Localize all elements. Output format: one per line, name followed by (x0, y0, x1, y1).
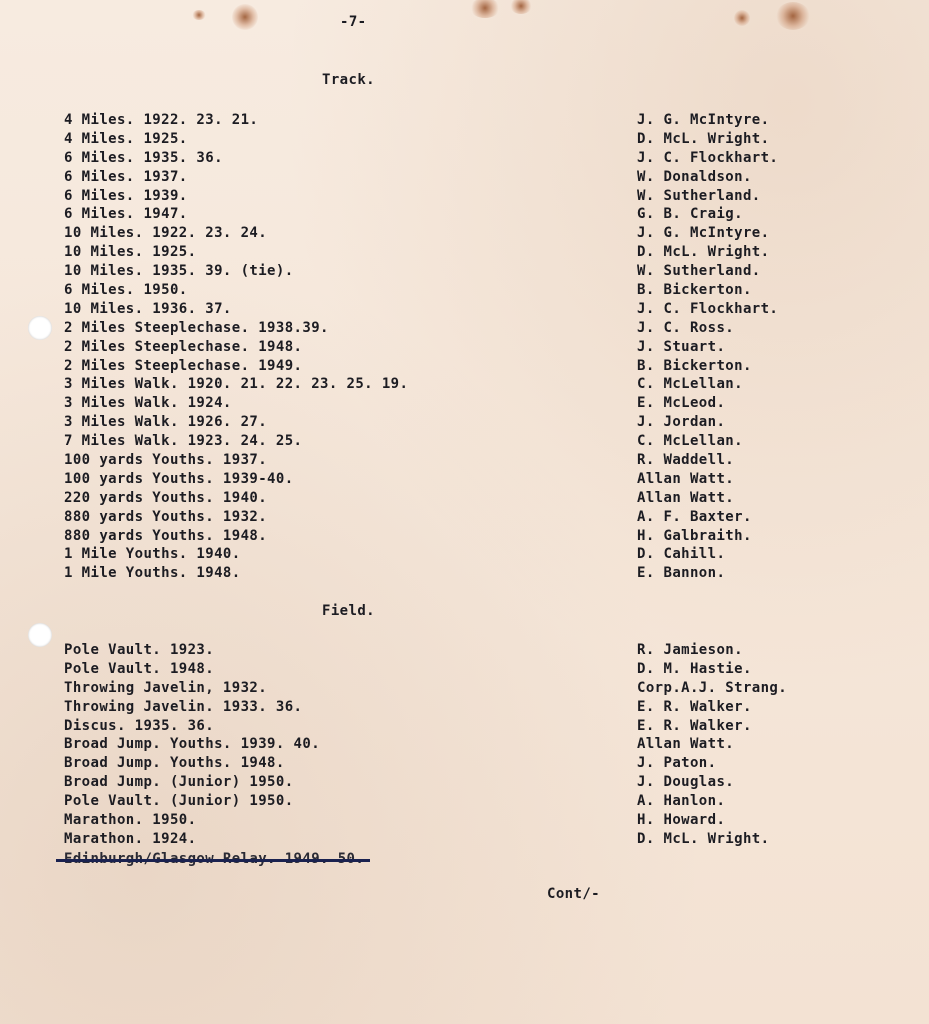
track-event: 6 Miles. 1939. (64, 187, 188, 204)
track-heading: Track. (322, 72, 375, 88)
athlete-name: H. Howard. (637, 812, 726, 829)
athlete-name: D. McL. Wright. (637, 130, 770, 147)
field-event: Marathon. 1950. (64, 812, 197, 829)
athlete-name: G. B. Craig. (637, 206, 743, 223)
athlete-name: E. R. Walker. (637, 717, 752, 734)
athlete-name: J. C. Flockhart. (637, 300, 779, 317)
rust-stain (734, 10, 750, 26)
athlete-name: B. Bickerton. (637, 282, 752, 299)
rust-stain (510, 0, 532, 14)
rust-stain (470, 0, 500, 18)
track-event: 3 Miles Walk. 1926. 27. (64, 414, 268, 431)
field-heading: Field. (322, 603, 375, 619)
field-event: Pole Vault. 1948. (64, 660, 215, 677)
athlete-name: C. McLellan. (637, 433, 743, 450)
track-event: 10 Miles. 1922. 23. 24. (64, 225, 268, 242)
track-event: 2 Miles Steeplechase. 1938.39. (64, 319, 329, 336)
track-event: 4 Miles. 1922. 23. 21. (64, 112, 259, 128)
track-event: 6 Miles. 1947. (64, 206, 188, 223)
field-event: Pole Vault. 1923. (64, 642, 215, 658)
athlete-name: A. F. Baxter. (637, 508, 752, 525)
athlete-name: E. Bannon. (637, 565, 726, 582)
athlete-name: R. Jamieson. (637, 642, 743, 658)
track-event: 880 yards Youths. 1948. (64, 527, 268, 544)
track-event: 1 Mile Youths. 1948. (64, 565, 241, 582)
punch-hole (28, 623, 52, 647)
athlete-name: W. Sutherland. (637, 263, 761, 280)
field-events-column (64, 641, 364, 868)
athlete-name: J. C. Ross. (637, 319, 735, 336)
field-event: Marathon. 1924. (64, 830, 197, 847)
athlete-name: J. Stuart. (637, 338, 726, 355)
athlete-name: D. McL. Wright. (637, 244, 770, 261)
track-event: 10 Miles. 1935. 39. (tie). (64, 263, 294, 280)
punch-hole (28, 316, 52, 340)
field-event: Throwing Javelin, 1932. (64, 679, 268, 696)
athlete-name: D. McL. Wright. (637, 830, 770, 847)
field-event: Pole Vault. (Junior) 1950. (64, 793, 294, 810)
track-event: 2 Miles Steeplechase. 1949. (64, 357, 303, 374)
track-event: 2 Miles Steeplechase. 1948. (64, 338, 303, 355)
track-event: 4 Miles. 1925. (64, 130, 188, 147)
track-event: 100 yards Youths. 1937. (64, 452, 268, 469)
athlete-name: J. Paton. (637, 755, 717, 772)
athlete-name: D. Cahill. (637, 546, 726, 563)
athlete-name: W. Donaldson. (637, 168, 752, 185)
field-event: Discus. 1935. 36. (64, 717, 215, 734)
struck-entry-row (64, 849, 364, 868)
struck-through-entry: Edinburgh/Glasgow Relay. 1949. 50. (64, 850, 365, 867)
field-names-column (637, 641, 787, 849)
track-event: 220 yards Youths. 1940. (64, 489, 268, 506)
page-number: -7- (340, 14, 367, 30)
athlete-name: D. M. Hastie. (637, 660, 752, 677)
field-event: Broad Jump. (Junior) 1950. (64, 774, 294, 791)
athlete-name: R. Waddell. (637, 452, 735, 469)
rust-stain (232, 4, 258, 30)
track-event: 6 Miles. 1950. (64, 282, 188, 299)
athlete-name: J. G. McIntyre. (637, 112, 770, 128)
continued-marker: Cont/- (547, 886, 600, 902)
athlete-name: Allan Watt. (637, 736, 735, 753)
track-event: 1 Mile Youths. 1940. (64, 546, 241, 563)
athlete-name: A. Hanlon. (637, 793, 726, 810)
track-event: 10 Miles. 1936. 37. (64, 300, 232, 317)
rust-stain (192, 10, 206, 20)
track-events-column (64, 111, 408, 583)
athlete-name: C. McLellan. (637, 376, 743, 393)
track-event: 3 Miles Walk. 1924. (64, 395, 232, 412)
field-event: Broad Jump. Youths. 1948. (64, 755, 285, 772)
track-event: 3 Miles Walk. 1920. 21. 22. 23. 25. 19. (64, 376, 409, 393)
track-names-column (637, 111, 778, 583)
track-event: 6 Miles. 1935. 36. (64, 149, 223, 166)
athlete-name: E. McLeod. (637, 395, 726, 412)
athlete-name: Allan Watt. (637, 470, 735, 487)
track-event: 880 yards Youths. 1932. (64, 508, 268, 525)
athlete-name: W. Sutherland. (637, 187, 761, 204)
athlete-name: J. Douglas. (637, 774, 735, 791)
athlete-name: Corp.A.J. Strang. (637, 679, 788, 696)
athlete-name: J. G. McIntyre. (637, 225, 770, 242)
track-event: 7 Miles Walk. 1923. 24. 25. (64, 433, 303, 450)
athlete-name: H. Galbraith. (637, 527, 752, 544)
athlete-name: Allan Watt. (637, 489, 735, 506)
track-event: 6 Miles. 1937. (64, 168, 188, 185)
athlete-name: E. R. Walker. (637, 698, 752, 715)
field-event: Broad Jump. Youths. 1939. 40. (64, 736, 321, 753)
athlete-name: B. Bickerton. (637, 357, 752, 374)
athlete-name: J. Jordan. (637, 414, 726, 431)
track-event: 100 yards Youths. 1939-40. (64, 470, 294, 487)
athlete-name: J. C. Flockhart. (637, 149, 779, 166)
field-event: Throwing Javelin. 1933. 36. (64, 698, 303, 715)
track-event: 10 Miles. 1925. (64, 244, 197, 261)
rust-stain (776, 2, 810, 30)
